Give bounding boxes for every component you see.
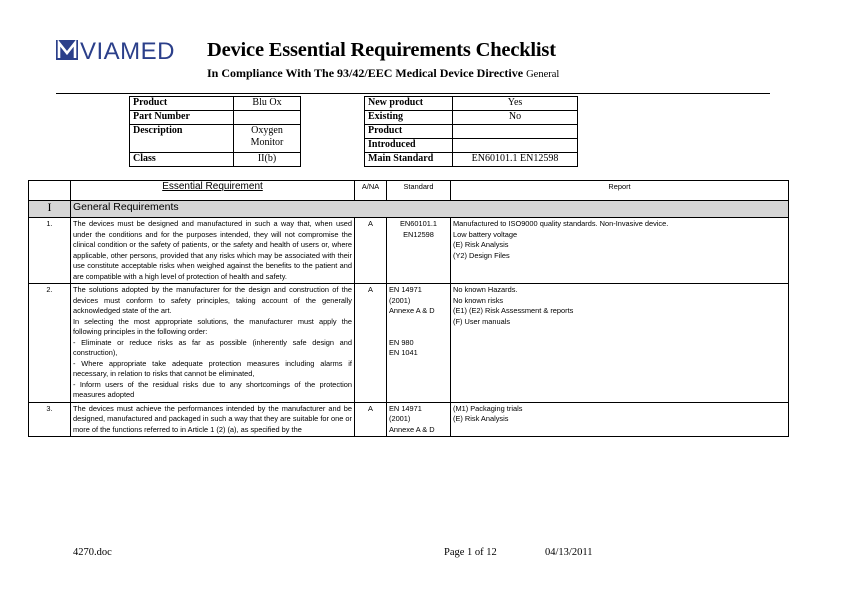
part-number-value	[234, 111, 301, 125]
new-product-label: New product	[365, 97, 453, 111]
column-header-number	[29, 181, 71, 201]
report-cell	[451, 402, 789, 437]
column-header-standard: Standard	[387, 181, 451, 201]
row-number: 2.	[29, 284, 71, 403]
main-standard-label: Main Standard	[365, 153, 453, 167]
standard-line: EN 1041	[389, 348, 418, 357]
standard-cell	[387, 402, 451, 437]
section-number: I	[29, 201, 71, 218]
product-value-2	[453, 125, 578, 139]
subtitle-text: In Compliance With The 93/42/EEC Medical Device Directive	[207, 66, 524, 80]
standard-cell	[387, 284, 451, 403]
standard-line: EN 14971	[389, 403, 422, 413]
section-title: General Requirements	[71, 201, 789, 218]
header-divider	[56, 93, 770, 94]
main-standard-value: EN60101.1 EN12598	[453, 153, 578, 167]
class-label: Class	[130, 153, 234, 167]
column-header-ana: A/NA	[355, 181, 387, 201]
requirement-paragraph: - Inform users of the residual risks due to any shortcomings of the protection measures adopted	[73, 379, 352, 399]
table-row	[29, 284, 789, 403]
standard-line: Annexe A & D	[389, 424, 435, 434]
column-header-report: Report	[451, 181, 789, 201]
report-line: (E) Risk Analysis	[453, 414, 509, 423]
standard-line: (2001)	[389, 295, 411, 305]
footer-date: 04/13/2011	[545, 547, 593, 558]
introduced-label: Introduced	[365, 139, 453, 153]
existing-label: Existing	[365, 111, 453, 125]
requirement-paragraph: In selecting the most appropriate solutions, the manufacturer must apply the following principles in the following order:	[73, 316, 352, 336]
description-label: Description	[130, 125, 234, 153]
requirement-text: The devices must be designed and manufactured in such a way that, when used under the conditions and for the purposes intended, they will not compromise the clinical condition or the safety of patients, or the safety and health of users or, where applicable, other persons, provided that any risks which may be associated with their use constitute acceptable risks when weighed against the benefits to the patient and are compatible with a high level of protection of health and safety.	[71, 218, 355, 284]
section-row	[29, 201, 789, 218]
description-value: Oxygen Monitor	[234, 125, 301, 153]
report-line: Low battery voltage	[453, 229, 518, 239]
class-value: II(b)	[234, 153, 301, 167]
existing-value: No	[453, 111, 578, 125]
row-number: 1.	[29, 218, 71, 284]
requirement-paragraph: - Eliminate or reduce risks as far as possible (inherently safe design and construction),	[73, 337, 352, 357]
row-number: 3.	[29, 402, 71, 437]
report-line: Manufactured to ISO9000 quality standards. Non-Invasive device.	[453, 219, 669, 228]
standard-line: EN 980	[389, 337, 414, 347]
footer-page-number: Page 1 of 12	[444, 547, 497, 558]
standard-line	[389, 327, 448, 338]
report-line: (E) Risk Analysis	[453, 240, 509, 249]
logo-text: VIAMED	[80, 38, 176, 64]
requirement-text: The devices must achieve the performances intended by the manufacturer and be designed, manufactured and packaged in such a way that they are suitable for one or more of the functions referred to in Article 1 (2) (a), as specified by the	[71, 402, 355, 437]
report-cell	[451, 218, 789, 284]
introduced-value	[453, 139, 578, 153]
report-line: (Y2) Design Files	[453, 250, 510, 260]
product-value: Blu Ox	[234, 97, 301, 111]
standard-cell	[387, 218, 451, 284]
report-cell	[451, 284, 789, 403]
standard-line: (2001)	[389, 414, 411, 423]
report-line: No known Hazards.	[453, 285, 518, 294]
standard-line: EN 14971	[389, 285, 422, 294]
standard-line: Annexe A & D	[389, 306, 435, 315]
part-number-label: Part Number	[130, 111, 234, 125]
ana-value: A	[355, 402, 387, 437]
page-title: Device Essential Requirements Checklist	[207, 39, 556, 61]
product-label-2: Product	[365, 125, 453, 139]
viamed-logo-icon	[56, 36, 184, 64]
report-line: (E1) (E2) Risk Assessment & reports	[453, 306, 574, 315]
company-logo	[56, 36, 184, 64]
standard-line: EN12598	[403, 229, 434, 239]
standard-line	[389, 317, 448, 328]
product-info-table	[129, 96, 578, 167]
footer-doc-name: 4270.doc	[73, 547, 112, 558]
table-row	[29, 402, 789, 437]
new-product-value: Yes	[453, 97, 578, 111]
page-subtitle	[207, 66, 559, 81]
subtitle-tag: General	[526, 69, 560, 80]
standard-line: EN60101.1	[400, 219, 437, 228]
table-header-row	[29, 181, 789, 201]
requirement-paragraph: The solutions adopted by the manufacturer for the design and construction of the devices must conform to safety principles, taking account of the generally acknowledged state of the art.	[73, 285, 352, 315]
report-line: (F) User manuals	[453, 316, 511, 326]
table-row	[29, 218, 789, 284]
column-header-requirement: Essential Requirement	[71, 181, 355, 201]
requirement-paragraph: - Where appropriate take adequate protection measures including alarms if necessary, in relation to risks that cannot be eliminated,	[73, 358, 352, 378]
product-label: Product	[130, 97, 234, 111]
report-line: No known risks	[453, 295, 504, 305]
requirements-table	[28, 180, 789, 437]
report-line: (M1) Packaging trials	[453, 403, 523, 413]
ana-value: A	[355, 284, 387, 403]
ana-value: A	[355, 218, 387, 284]
requirement-text	[71, 284, 355, 403]
